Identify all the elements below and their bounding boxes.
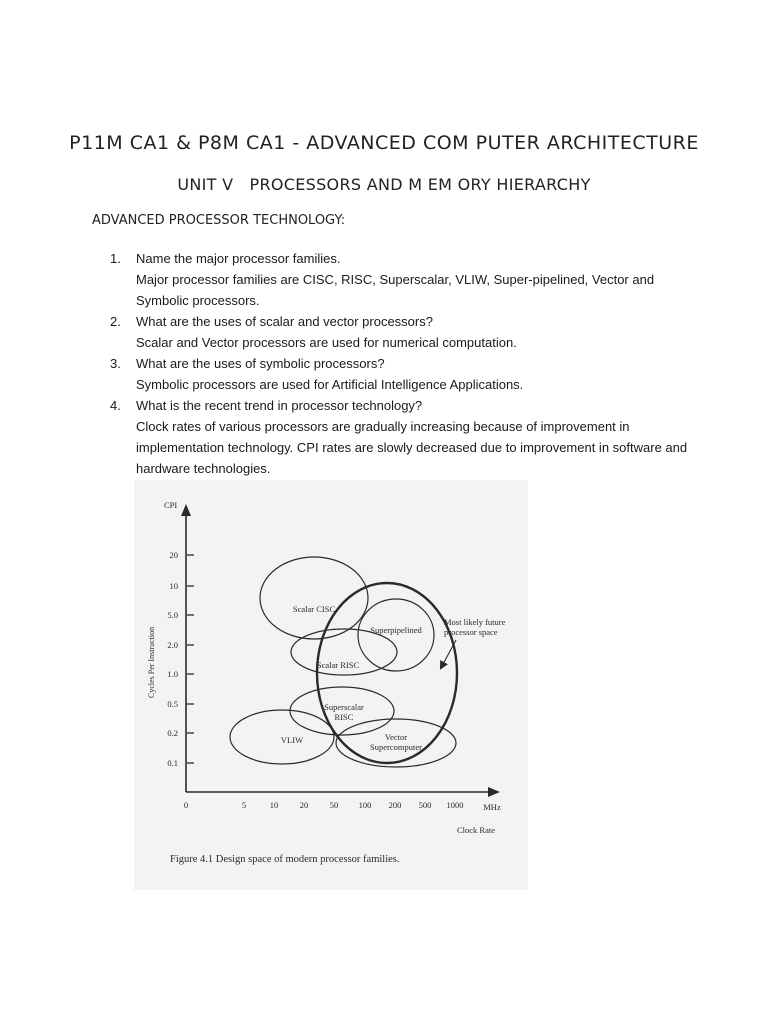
- future-space-arrow: [442, 640, 456, 666]
- x-tick-label: 100: [358, 800, 372, 810]
- x-tick-label: 10: [269, 800, 279, 810]
- answer-text: Scalar and Vector processors are used for numerical computation.: [136, 335, 517, 350]
- question-list: [110, 248, 690, 479]
- future-space-label: processor space: [444, 627, 498, 637]
- x-tick-label: 200: [388, 800, 402, 810]
- answer-text: Symbolic processors are used for Artificial Intelligence Applications.: [136, 377, 524, 392]
- future-space-label: Most likely future: [444, 617, 506, 627]
- answer-text: Clock rates of various processors are gradually increasing because of improvement in implementation technology. CPI rates are slowly decreased due to improvement in software and hardware technologies.: [136, 419, 688, 476]
- y-axis-label: Cycles Per Instruction: [147, 626, 156, 698]
- region-label: Supercomputer: [370, 742, 422, 752]
- x-tick-label: 1000: [446, 800, 464, 810]
- page-title: P11M CA1 & P8M CA1 - ADVANCED COM PUTER ARCHITECTURE: [69, 132, 699, 154]
- qa-item: [110, 353, 690, 395]
- region-label: Vector: [384, 732, 408, 742]
- y-title: CPI: [164, 500, 178, 510]
- y-tick-label: 0.5: [167, 699, 178, 709]
- y-tick-label: 10: [169, 581, 178, 591]
- question-text: What is the recent trend in processor technology?: [136, 398, 423, 413]
- figure-svg: [134, 480, 528, 890]
- question-text: Name the major processor families.: [136, 251, 341, 266]
- figure-caption: Figure 4.1 Design space of modern processor families.: [170, 854, 400, 865]
- qa-item: [110, 395, 690, 479]
- x-tick-label: MHz: [483, 802, 501, 812]
- y-ticks: [187, 555, 194, 763]
- design-space-figure: [134, 480, 528, 890]
- y-axis-arrow: [181, 504, 191, 516]
- region-label: VLIW: [280, 735, 304, 745]
- region-label: Scalar CISC: [292, 604, 336, 614]
- scalar-cisc-region: [260, 557, 368, 639]
- section-heading: ADVANCED PROCESSOR TECHNOLOGY:: [92, 213, 346, 228]
- x-tick-label: 20: [299, 800, 309, 810]
- question-number: 3.: [110, 356, 121, 371]
- region-label: Superscalar: [324, 702, 364, 712]
- y-tick-label: 0.2: [167, 728, 178, 738]
- x-tick-label: 50: [329, 800, 339, 810]
- region-label: Superpipelined: [370, 625, 422, 635]
- y-tick-label: 2.0: [167, 640, 178, 650]
- x-axis-arrow: [488, 787, 500, 797]
- qa-item: [110, 311, 690, 353]
- question-number: 1.: [110, 251, 121, 266]
- question-number: 2.: [110, 314, 121, 329]
- x-tick-label: 0: [183, 800, 189, 810]
- x-tick-label: 5: [241, 800, 247, 810]
- superpipelined-region: [358, 599, 434, 671]
- question-text: What are the uses of symbolic processors?: [136, 356, 385, 371]
- qa-item: [110, 248, 690, 311]
- question-number: 4.: [110, 398, 121, 413]
- y-tick-label: 1.0: [167, 669, 178, 679]
- question-text: What are the uses of scalar and vector processors?: [136, 314, 433, 329]
- answer-text: Major processor families are CISC, RISC, Superscalar, VLIW, Super-pipelined, Vector and Symbolic processors.: [136, 272, 655, 308]
- region-label: RISC: [334, 712, 354, 722]
- x-tick-label: 500: [418, 800, 432, 810]
- y-tick-label: 0.1: [167, 758, 178, 768]
- x-axis-label: Clock Rate: [456, 825, 496, 835]
- y-tick-label: 20: [169, 550, 178, 560]
- y-tick-label: 5.0: [167, 610, 178, 620]
- region-label: Scalar RISC: [316, 660, 360, 670]
- unit-heading: UNIT V PROCESSORS AND M EM ORY HIERARCHY: [177, 175, 591, 194]
